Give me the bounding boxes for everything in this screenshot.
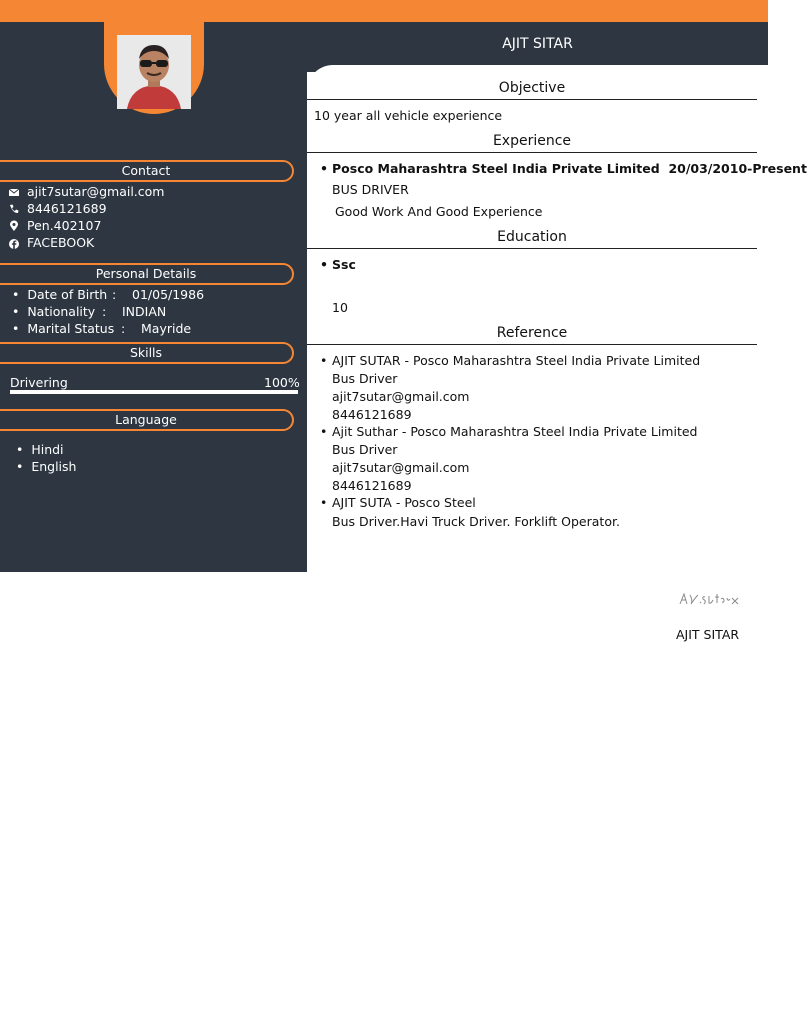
reference-line: Bus Driver <box>332 442 398 457</box>
signature-name: AJIT SITAR <box>676 627 740 642</box>
reference-line: ajit7sutar@gmail.com <box>332 460 470 475</box>
education-detail: 10 <box>332 300 348 315</box>
main-content <box>307 65 807 585</box>
reference-item: • AJIT SUTA - Posco Steel <box>332 494 476 512</box>
reference-line: ajit7sutar@gmail.com <box>332 389 470 404</box>
reference-line: Bus Driver <box>332 371 398 386</box>
skill-level-bar <box>10 390 298 394</box>
reference-line: 8446121689 <box>332 407 412 422</box>
reference-item: • Ajit Suthar - Posco Maharashtra Steel India Private Limited <box>332 423 698 441</box>
reference-org: Posco Steel <box>404 495 476 510</box>
personal-dob-sep: : <box>112 287 117 302</box>
experience-role: BUS DRIVER <box>332 182 409 197</box>
reference-item: • AJIT SUTAR - Posco Maharashtra Steel India Private Limited <box>332 352 700 370</box>
personal-marital-row: • Marital Status <box>12 321 115 336</box>
profile-photo <box>117 35 191 109</box>
reference-name: AJIT SUTA <box>332 495 392 510</box>
personal-marital-sep: : <box>121 321 126 336</box>
envelope-icon <box>8 186 20 198</box>
skill-level-fill <box>10 390 298 394</box>
phone-icon <box>8 203 20 215</box>
contact-address: Pen.402107 <box>27 218 102 233</box>
location-pin-icon <box>8 220 20 232</box>
contact-facebook[interactable]: FACEBOOK <box>27 235 95 250</box>
facebook-icon <box>8 238 20 250</box>
education-degree: • Ssc <box>332 256 356 274</box>
personal-nationality-value: INDIAN <box>122 304 167 319</box>
objective-heading: Objective <box>307 80 757 100</box>
experience-company: Posco Maharashtra Steel India Private Limited <box>332 161 660 176</box>
signature-image <box>678 588 742 610</box>
contact-heading: Contact <box>0 160 294 182</box>
contact-phone[interactable]: 8446121689 <box>27 201 107 216</box>
skills-heading: Skills <box>0 342 294 364</box>
candidate-name: AJIT SITAR <box>502 36 573 52</box>
education-heading: Education <box>307 229 757 249</box>
reference-org: Posco Maharashtra Steel India Private Limited <box>413 353 701 368</box>
reference-line: Bus Driver.Havi Truck Driver. Forklift Operator. <box>332 514 620 529</box>
reference-name: AJIT SUTAR <box>332 353 401 368</box>
experience-period: 20/03/2010-Present <box>668 161 807 176</box>
skill-name: Drivering <box>10 375 68 390</box>
language-item: • English <box>16 459 77 474</box>
reference-heading: Reference <box>307 325 757 345</box>
personal-nationality-label: Nationality <box>27 304 96 319</box>
personal-marital-value: Mayride <box>141 321 192 336</box>
personal-dob-label: Date of Birth <box>27 287 108 302</box>
reference-name: Ajit Suthar <box>332 424 398 439</box>
reference-org: Posco Maharashtra Steel India Private Limited <box>410 424 698 439</box>
personal-dob-row: • Date of Birth <box>12 287 108 302</box>
personal-nationality-row: • Nationality <box>12 304 96 319</box>
personal-dob-value: 01/05/1986 <box>132 287 205 302</box>
personal-nationality-sep: : <box>102 304 107 319</box>
personal-marital-label: Marital Status <box>27 321 115 336</box>
experience-heading: Experience <box>307 133 757 153</box>
language-item: • Hindi <box>16 442 64 457</box>
contact-email[interactable]: ajit7sutar@gmail.com <box>27 184 165 199</box>
objective-text: 10 year all vehicle experience <box>314 108 503 123</box>
experience-item <box>332 160 807 178</box>
experience-description: Good Work And Good Experience <box>335 204 543 219</box>
skill-level-text: 100% <box>264 375 300 390</box>
reference-line: 8446121689 <box>332 478 412 493</box>
personal-details-heading: Personal Details <box>0 263 294 285</box>
language-heading: Language <box>0 409 294 431</box>
